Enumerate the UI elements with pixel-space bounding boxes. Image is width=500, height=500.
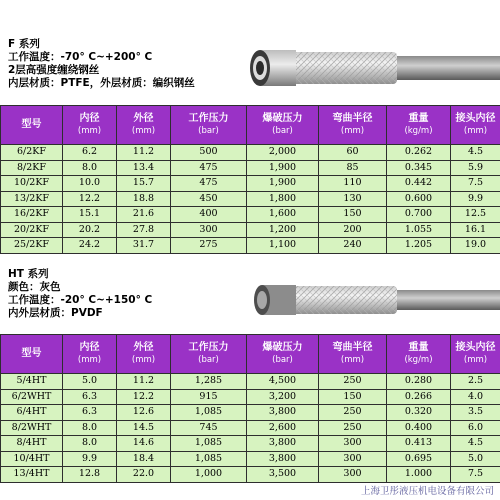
table-cell: 4,500: [247, 374, 319, 390]
f-spec-table: [0, 105, 500, 254]
column-header-unit: (mm): [463, 355, 488, 365]
table-cell: 6/4HT: [1, 405, 63, 421]
table-cell: 475: [171, 160, 247, 176]
column-header: [247, 106, 319, 145]
table-cell: 6/2WHT: [1, 389, 63, 405]
column-header-label: 工作压力: [188, 113, 229, 124]
column-header-unit: (bar): [198, 126, 219, 136]
table-cell: 4.5: [451, 145, 500, 161]
table-cell: 4.5: [451, 436, 500, 452]
table-cell: 1,600: [247, 207, 319, 223]
company-footer: 上海卫彤液压机电设备有限公司: [360, 486, 494, 497]
column-header: [387, 106, 451, 145]
table-cell: 450: [171, 191, 247, 207]
table-cell: 4.0: [451, 389, 500, 405]
table-cell: 14.6: [117, 436, 171, 452]
column-header-unit: (bar): [272, 355, 293, 365]
table-cell: 12.8: [63, 467, 117, 483]
ht-series-title: HT 系列: [8, 268, 49, 280]
table-cell: 8.0: [63, 420, 117, 436]
ht-hose-image: [232, 280, 500, 320]
table-cell: 0.700: [387, 207, 451, 223]
column-header: [247, 335, 319, 374]
table-cell: 2,000: [247, 145, 319, 161]
table-row: [1, 207, 500, 223]
table-cell: 0.280: [387, 374, 451, 390]
table-cell: 12.6: [117, 405, 171, 421]
ht-series-temp: 工作温度：-20° C~+150° C: [8, 294, 153, 306]
table-row: [1, 451, 500, 467]
table-cell: 3.5: [451, 405, 500, 421]
column-header-label: 弯曲半径: [332, 113, 373, 124]
table-cell: 0.442: [387, 176, 451, 192]
f-series-construction: 2层高强度缠绕钢丝: [8, 64, 100, 76]
f-table-header: [1, 106, 500, 145]
table-cell: 1,085: [171, 436, 247, 452]
column-header-unit: (mm): [340, 126, 365, 136]
table-cell: 915: [171, 389, 247, 405]
f-series-temp: 工作温度：-70° C~+200° C: [8, 51, 153, 63]
table-cell: 25/2KF: [1, 238, 63, 254]
column-header: [171, 106, 247, 145]
table-cell: 1,200: [247, 222, 319, 238]
column-header-unit: (bar): [272, 126, 293, 136]
table-cell: 1,085: [171, 405, 247, 421]
table-cell: 5.9: [451, 160, 500, 176]
column-header-label: 重量: [408, 113, 429, 124]
table-cell: 15.7: [117, 176, 171, 192]
column-header: [63, 106, 117, 145]
table-cell: 12.2: [117, 389, 171, 405]
table-cell: 10.0: [63, 176, 117, 192]
table-cell: 12.5: [451, 207, 500, 223]
table-cell: 250: [319, 374, 387, 390]
column-header-label: 爆破压力: [262, 342, 303, 353]
column-header: [1, 335, 63, 374]
table-cell: 300: [319, 467, 387, 483]
column-header-label: 外径: [133, 113, 154, 124]
table-cell: 6.0: [451, 420, 500, 436]
ht-series-material: 内外层材质：PVDF: [8, 307, 103, 319]
table-cell: 0.695: [387, 451, 451, 467]
table-cell: 7.5: [451, 467, 500, 483]
table-cell: 1.055: [387, 222, 451, 238]
ht-series-color: 颜色：灰色: [8, 281, 61, 293]
table-cell: 275: [171, 238, 247, 254]
table-cell: 745: [171, 420, 247, 436]
table-cell: 200: [319, 222, 387, 238]
table-cell: 16.1: [451, 222, 500, 238]
f-table-body: [1, 145, 500, 254]
table-cell: 3,800: [247, 405, 319, 421]
table-cell: 20/2KF: [1, 222, 63, 238]
table-cell: 0.600: [387, 191, 451, 207]
table-cell: 3,800: [247, 451, 319, 467]
table-cell: 3,800: [247, 436, 319, 452]
table-cell: 21.6: [117, 207, 171, 223]
table-cell: 27.8: [117, 222, 171, 238]
table-cell: 18.4: [117, 451, 171, 467]
table-cell: 7.5: [451, 176, 500, 192]
table-cell: 2,600: [247, 420, 319, 436]
table-cell: 5/4HT: [1, 374, 63, 390]
table-cell: 20.2: [63, 222, 117, 238]
table-cell: 13/2KF: [1, 191, 63, 207]
column-header: [319, 106, 387, 145]
column-header-label: 接头内径: [455, 342, 496, 353]
column-header-unit: (bar): [198, 355, 219, 365]
table-cell: 8.0: [63, 160, 117, 176]
column-header-label: 型号: [21, 348, 42, 359]
table-cell: 19.0: [451, 238, 500, 254]
table-cell: 1.000: [387, 467, 451, 483]
table-row: [1, 420, 500, 436]
column-header-label: 内径: [79, 342, 100, 353]
column-header-unit: (mm): [463, 126, 488, 136]
f-series-info: [8, 38, 195, 90]
table-cell: 13/4HT: [1, 467, 63, 483]
table-cell: 1,285: [171, 374, 247, 390]
table-cell: 1,900: [247, 160, 319, 176]
table-cell: 240: [319, 238, 387, 254]
column-header-label: 弯曲半径: [332, 342, 373, 353]
table-cell: 1,000: [171, 467, 247, 483]
table-row: [1, 160, 500, 176]
table-cell: 5.0: [63, 374, 117, 390]
table-cell: 85: [319, 160, 387, 176]
table-cell: 250: [319, 405, 387, 421]
column-header-label: 外径: [133, 342, 154, 353]
column-header-label: 型号: [21, 119, 42, 130]
table-cell: 8/2KF: [1, 160, 63, 176]
column-header-unit: (mm): [340, 355, 365, 365]
table-cell: 1.205: [387, 238, 451, 254]
table-cell: 300: [319, 436, 387, 452]
table-cell: 0.262: [387, 145, 451, 161]
table-cell: 400: [171, 207, 247, 223]
table-row: [1, 467, 500, 483]
table-cell: 3,200: [247, 389, 319, 405]
column-header-label: 爆破压力: [262, 113, 303, 124]
table-cell: 11.2: [117, 145, 171, 161]
column-header: [387, 335, 451, 374]
table-cell: 6/2KF: [1, 145, 63, 161]
column-header-unit: (mm): [77, 355, 102, 365]
column-header: [63, 335, 117, 374]
column-header: [117, 335, 171, 374]
table-cell: 0.400: [387, 420, 451, 436]
table-cell: 13.4: [117, 160, 171, 176]
column-header: [171, 335, 247, 374]
column-header-unit: (mm): [131, 126, 156, 136]
table-cell: 1,100: [247, 238, 319, 254]
table-cell: 12.2: [63, 191, 117, 207]
table-row: [1, 405, 500, 421]
table-cell: 0.413: [387, 436, 451, 452]
column-header: [451, 106, 500, 145]
table-cell: 8.0: [63, 436, 117, 452]
table-row: [1, 176, 500, 192]
table-cell: 60: [319, 145, 387, 161]
table-cell: 16/2KF: [1, 207, 63, 223]
column-header-unit: (mm): [77, 126, 102, 136]
table-cell: 11.2: [117, 374, 171, 390]
table-cell: 110: [319, 176, 387, 192]
table-cell: 9.9: [451, 191, 500, 207]
table-cell: 1,900: [247, 176, 319, 192]
table-cell: 300: [319, 451, 387, 467]
table-cell: 150: [319, 207, 387, 223]
table-cell: 24.2: [63, 238, 117, 254]
table-cell: 3,500: [247, 467, 319, 483]
table-cell: 250: [319, 420, 387, 436]
column-header: [1, 106, 63, 145]
table-row: [1, 191, 500, 207]
column-header-unit: (kg/m): [404, 355, 433, 365]
table-cell: 10/4HT: [1, 451, 63, 467]
table-cell: 22.0: [117, 467, 171, 483]
table-row: [1, 389, 500, 405]
table-row: [1, 238, 500, 254]
table-cell: 150: [319, 389, 387, 405]
table-cell: 14.5: [117, 420, 171, 436]
ht-series-info: [8, 268, 152, 320]
column-header: [117, 106, 171, 145]
table-cell: 1,800: [247, 191, 319, 207]
table-cell: 6.3: [63, 405, 117, 421]
table-cell: 8/2WHT: [1, 420, 63, 436]
table-cell: 18.8: [117, 191, 171, 207]
table-cell: 6.2: [63, 145, 117, 161]
table-cell: 0.320: [387, 405, 451, 421]
ht-table-body: [1, 374, 500, 483]
table-cell: 5.0: [451, 451, 500, 467]
table-row: [1, 145, 500, 161]
table-cell: 1,085: [171, 451, 247, 467]
f-hose-image: [232, 44, 500, 92]
table-cell: 9.9: [63, 451, 117, 467]
column-header: [319, 335, 387, 374]
ht-table-header: [1, 335, 500, 374]
f-series-title: F 系列: [8, 38, 40, 50]
column-header: [451, 335, 500, 374]
table-cell: 15.1: [63, 207, 117, 223]
column-header-label: 内径: [79, 113, 100, 124]
column-header-label: 工作压力: [188, 342, 229, 353]
ht-spec-table: [0, 334, 500, 483]
table-cell: 475: [171, 176, 247, 192]
table-cell: 300: [171, 222, 247, 238]
column-header-unit: (mm): [131, 355, 156, 365]
table-cell: 130: [319, 191, 387, 207]
column-header-label: 接头内径: [455, 113, 496, 124]
table-cell: 2.5: [451, 374, 500, 390]
f-series-material: 内层材质：PTFE，外层材质：编织钢丝: [8, 77, 195, 89]
table-cell: 500: [171, 145, 247, 161]
table-cell: 10/2KF: [1, 176, 63, 192]
column-header-label: 重量: [408, 342, 429, 353]
table-row: [1, 436, 500, 452]
table-cell: 8/4HT: [1, 436, 63, 452]
table-cell: 6.3: [63, 389, 117, 405]
table-row: [1, 222, 500, 238]
table-cell: 0.345: [387, 160, 451, 176]
table-row: [1, 374, 500, 390]
table-cell: 0.266: [387, 389, 451, 405]
column-header-unit: (kg/m): [404, 126, 433, 136]
table-cell: 31.7: [117, 238, 171, 254]
